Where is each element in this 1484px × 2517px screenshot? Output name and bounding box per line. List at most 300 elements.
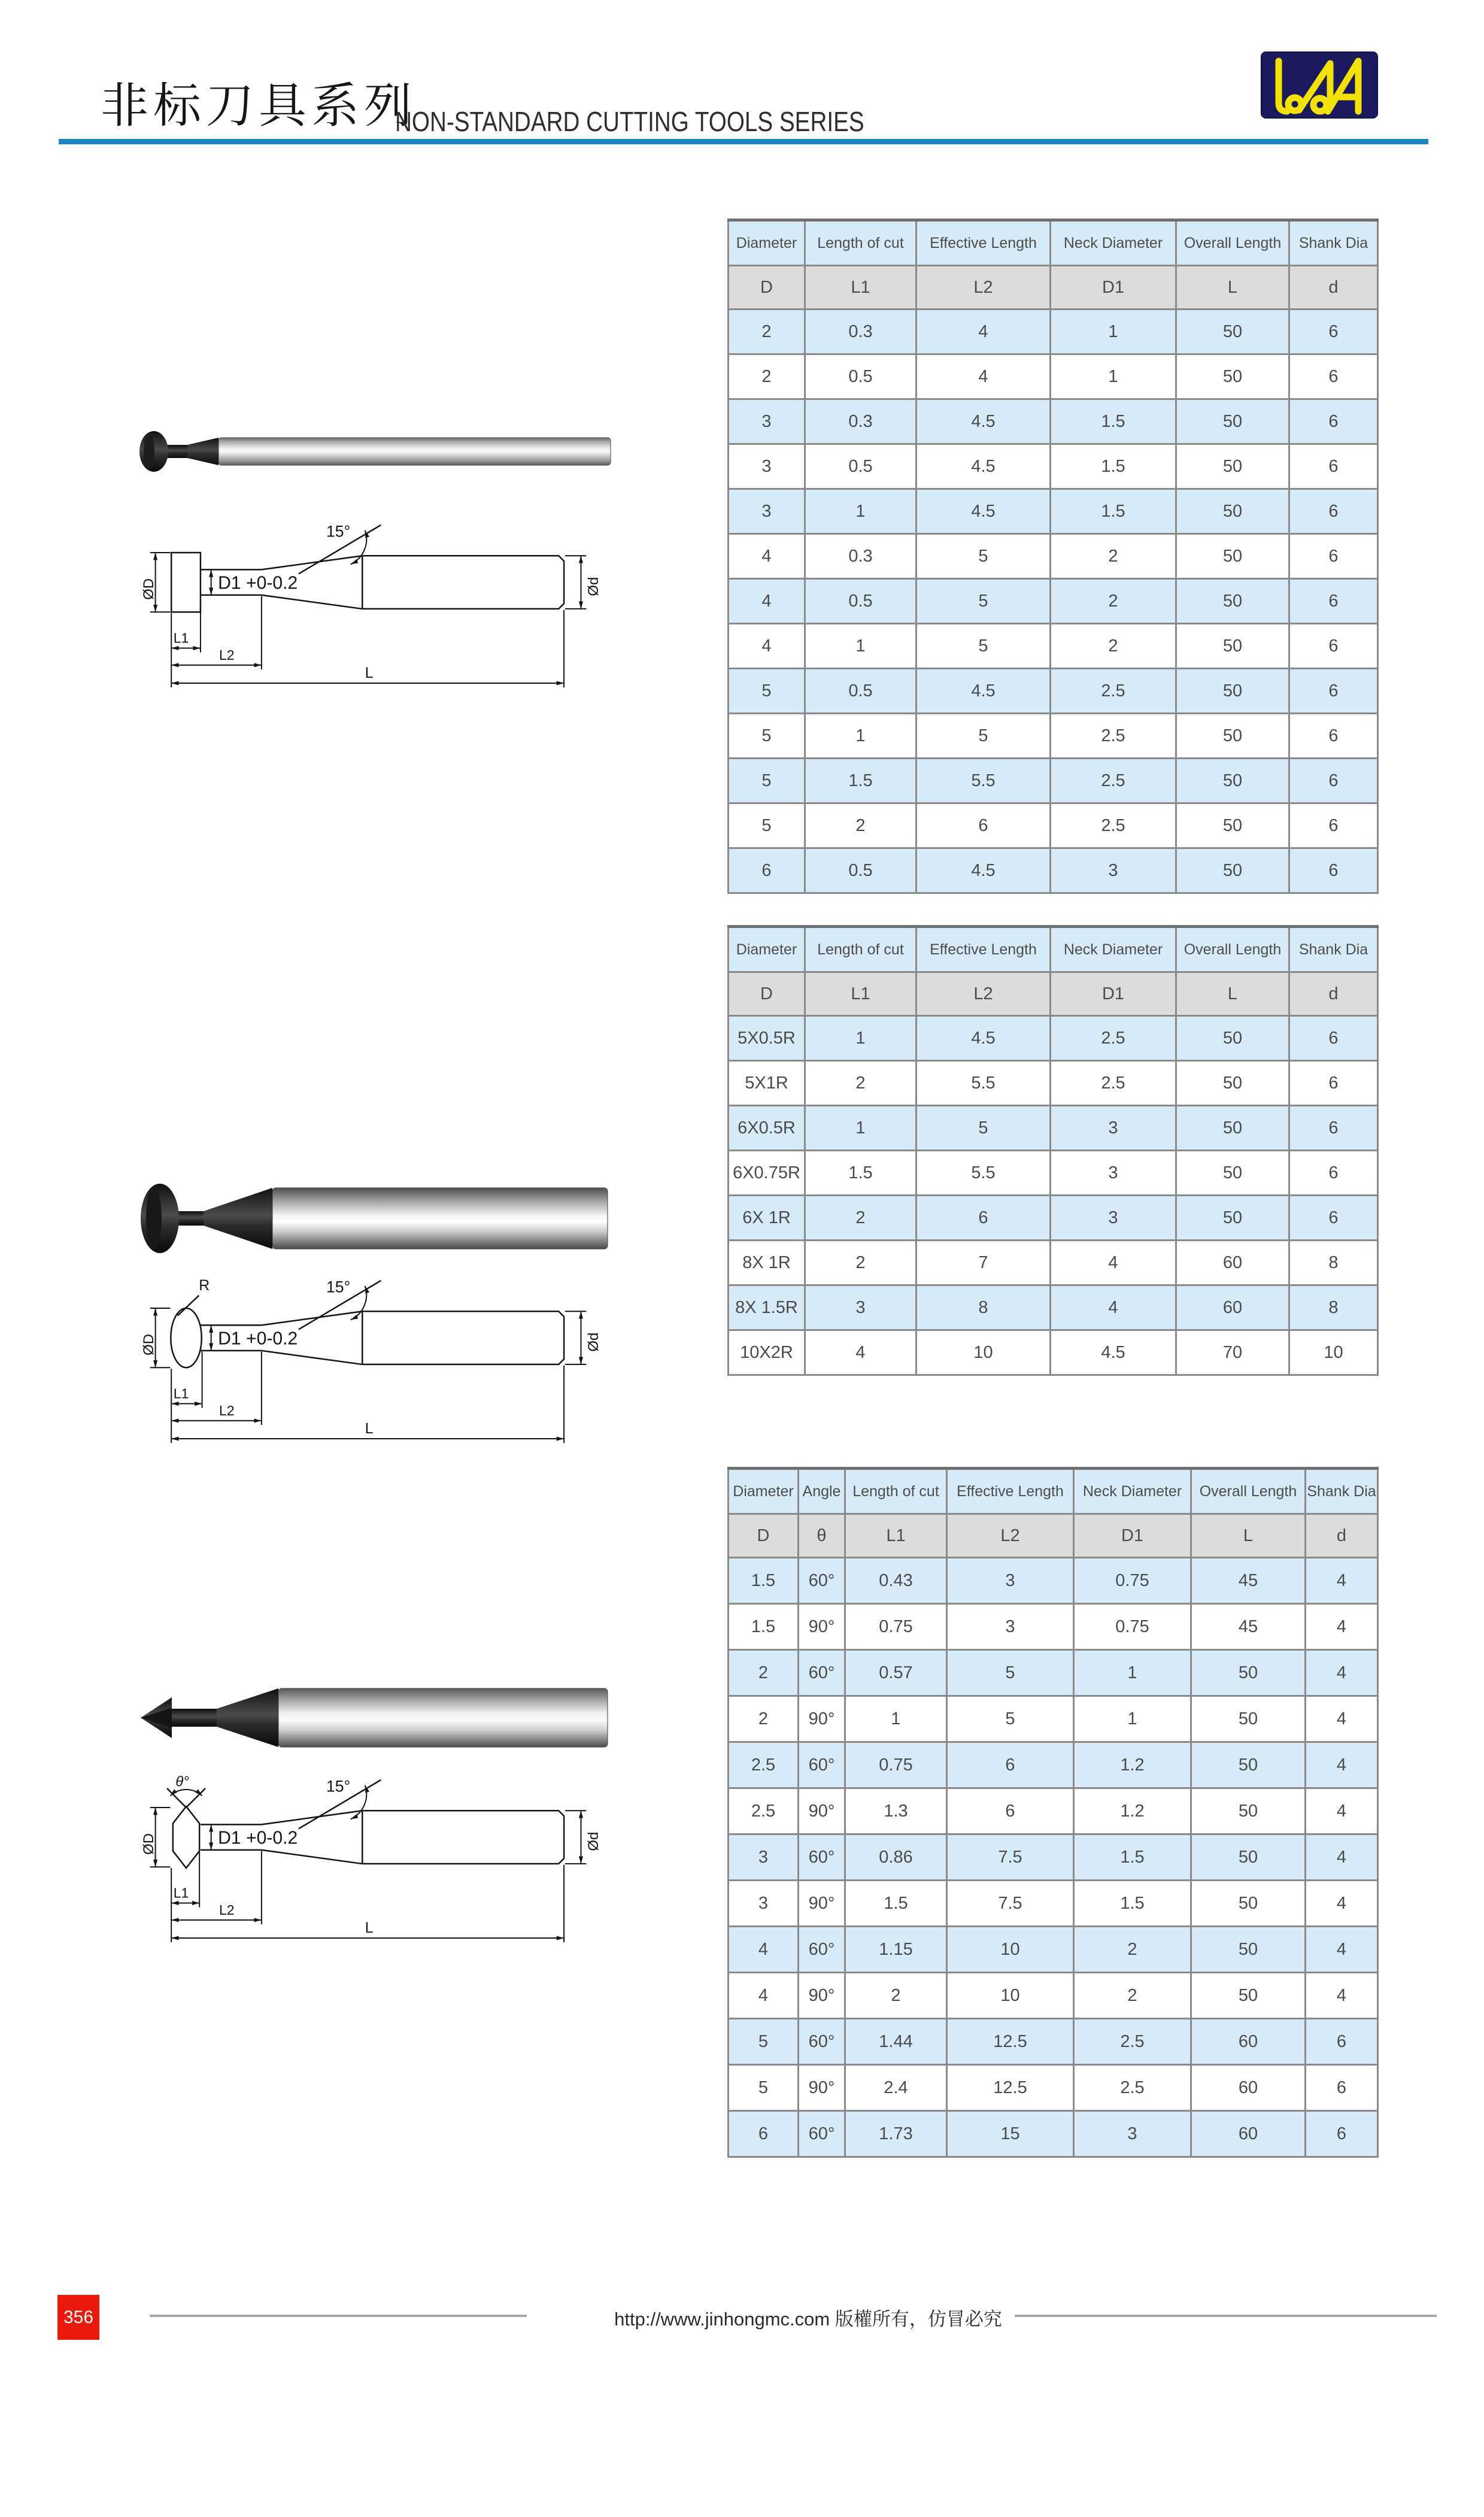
column-header-row	[729, 220, 1378, 266]
data-cell: 6	[1289, 1151, 1378, 1196]
table-row	[729, 2111, 1378, 2157]
dimension-drawing-radius-cutter	[139, 1274, 606, 1449]
data-cell: 0.75	[1074, 1558, 1191, 1604]
header-divider	[59, 139, 1428, 144]
data-cell: 6	[1289, 489, 1378, 534]
data-cell: 2.5	[729, 1788, 799, 1834]
data-cell: 1.5	[1074, 1834, 1191, 1881]
data-cell: 0.75	[1074, 1604, 1191, 1650]
data-cell: 10X2R	[729, 1330, 805, 1375]
shank-diameter-label: Ød	[585, 1831, 602, 1851]
data-cell: 0.5	[805, 354, 917, 399]
data-cell: 2	[729, 1650, 799, 1696]
cut-length-label: L1	[173, 1385, 189, 1402]
data-cell: 5	[917, 534, 1051, 579]
data-cell: 6	[1289, 624, 1378, 669]
data-cell: 3	[729, 489, 805, 534]
data-cell: 6	[947, 1742, 1074, 1788]
page-number-badge	[57, 2295, 99, 2340]
data-cell: 1.5	[845, 1881, 947, 1927]
data-cell: 6	[1289, 1016, 1378, 1061]
data-cell: 4	[1306, 1881, 1378, 1927]
table-row	[729, 1881, 1378, 1927]
data-cell: 5	[947, 1696, 1074, 1742]
symbol-cell: L	[1176, 266, 1289, 310]
data-cell: 50	[1191, 1973, 1306, 2019]
symbol-cell: d	[1306, 1514, 1378, 1558]
symbol-cell: d	[1289, 972, 1378, 1016]
table-row	[729, 534, 1378, 579]
data-cell: 8	[1289, 1241, 1378, 1285]
data-cell: 2.4	[845, 2065, 947, 2111]
symbol-cell: L1	[805, 972, 917, 1016]
data-cell: 90°	[799, 2065, 845, 2111]
data-cell: 0.43	[845, 1558, 947, 1604]
header-cell: Neck Diameter	[1051, 220, 1176, 266]
data-cell: 2	[845, 1973, 947, 2019]
data-cell: 0.5	[805, 444, 917, 489]
data-cell: 0.5	[805, 669, 917, 714]
data-cell: 12.5	[947, 2065, 1074, 2111]
data-cell: 6	[1289, 803, 1378, 848]
data-cell: 5	[729, 2065, 799, 2111]
symbol-cell: D1	[1074, 1514, 1191, 1558]
overall-length-label: L	[365, 1421, 374, 1438]
data-cell: 2.5	[729, 1742, 799, 1788]
data-cell: 2	[729, 354, 805, 399]
data-cell: 90°	[799, 1696, 845, 1742]
page-title-english: NON-STANDARD CUTTING TOOLS SERIES	[395, 106, 864, 137]
data-cell: 60°	[799, 2019, 845, 2065]
header-cell: Shank Dia	[1289, 220, 1378, 266]
data-cell: 45	[1191, 1604, 1306, 1650]
table-row	[729, 489, 1378, 534]
data-cell: 1.5	[1051, 489, 1176, 534]
data-cell: 4	[729, 624, 805, 669]
data-cell: 6	[1289, 534, 1378, 579]
data-cell: 60°	[799, 1650, 845, 1696]
shank-diameter-label: Ød	[585, 577, 602, 596]
symbol-cell: D	[729, 1514, 799, 1558]
footer-divider-left	[150, 2315, 527, 2317]
data-cell: 50	[1176, 354, 1289, 399]
data-cell: 6	[729, 848, 805, 893]
data-cell: 6	[1289, 354, 1378, 399]
data-cell: 2	[1074, 1927, 1191, 1973]
data-cell: 2	[1051, 534, 1176, 579]
symbol-cell: L1	[845, 1514, 947, 1558]
data-cell: 4	[1306, 1650, 1378, 1696]
data-cell: 4	[1051, 1241, 1176, 1285]
data-cell: 1.5	[1051, 399, 1176, 444]
header-cell: Diameter	[729, 220, 805, 266]
symbol-cell: θ	[799, 1514, 845, 1558]
data-cell: 1	[1074, 1696, 1191, 1742]
effective-length-label: L2	[218, 647, 235, 663]
head-diameter-label: ØD	[141, 578, 157, 600]
header-cell: Neck Diameter	[1074, 1469, 1191, 1514]
table-row	[729, 310, 1378, 354]
symbol-row	[729, 972, 1378, 1016]
data-cell: 4	[729, 534, 805, 579]
table-row	[729, 2065, 1378, 2111]
data-cell: 3	[729, 1834, 799, 1881]
data-cell: 10	[947, 1927, 1074, 1973]
data-cell: 60°	[799, 1927, 845, 1973]
data-cell: 5.5	[917, 759, 1051, 803]
data-cell: 50	[1176, 534, 1289, 579]
data-cell: 4	[917, 310, 1051, 354]
data-cell: 3	[729, 444, 805, 489]
data-cell: 2	[805, 1241, 917, 1285]
symbol-cell: L1	[805, 266, 917, 310]
symbol-cell: L2	[917, 972, 1051, 1016]
data-cell: 45	[1191, 1558, 1306, 1604]
data-cell: 2.5	[1051, 759, 1176, 803]
data-cell: 1	[805, 1106, 917, 1151]
data-cell: 50	[1191, 1742, 1306, 1788]
data-cell: 4	[1306, 1973, 1378, 2019]
data-cell: 1	[845, 1696, 947, 1742]
data-cell: 5X1R	[729, 1061, 805, 1106]
dimension-drawing-angle-cutter	[139, 1773, 606, 1949]
data-cell: 5X0.5R	[729, 1016, 805, 1061]
data-cell: 0.57	[845, 1650, 947, 1696]
neck-tolerance-label: D1 +0-0.2	[218, 1329, 298, 1349]
data-cell: 15	[947, 2111, 1074, 2157]
symbol-cell: L	[1176, 972, 1289, 1016]
column-header-row	[729, 1469, 1378, 1514]
data-cell: 2	[729, 1696, 799, 1742]
data-cell: 5	[729, 803, 805, 848]
data-cell: 1.3	[845, 1788, 947, 1834]
data-cell: 2	[1051, 624, 1176, 669]
table-row	[729, 1696, 1378, 1742]
data-cell: 50	[1176, 310, 1289, 354]
table-row	[729, 803, 1378, 848]
data-cell: 60°	[799, 1742, 845, 1788]
data-cell: 6X0.5R	[729, 1106, 805, 1151]
data-cell: 8X 1R	[729, 1241, 805, 1285]
cut-length-label: L1	[173, 630, 189, 646]
data-cell: 5	[917, 624, 1051, 669]
symbol-cell: L	[1191, 1514, 1306, 1558]
angle-cutter-specs	[727, 1467, 1379, 2158]
data-cell: 60	[1191, 2065, 1306, 2111]
data-cell: 1	[805, 1016, 917, 1061]
table-row	[729, 2019, 1378, 2065]
footer-divider-right	[1015, 2315, 1437, 2317]
data-cell: 90°	[799, 1973, 845, 2019]
symbol-cell: D	[729, 266, 805, 310]
page-title-chinese: 非标刀具系列	[101, 80, 417, 133]
table-row	[729, 354, 1378, 399]
data-cell: 50	[1176, 803, 1289, 848]
data-cell: 2.5	[1074, 2019, 1191, 2065]
data-cell: 5	[917, 1106, 1051, 1151]
data-cell: 3	[1051, 1106, 1176, 1151]
data-cell: 1.5	[729, 1604, 799, 1650]
data-cell: 6	[1289, 848, 1378, 893]
data-cell: 5	[729, 759, 805, 803]
spec-table-angle	[727, 1467, 1379, 2158]
header-cell: Shank Dia	[1289, 927, 1378, 972]
data-cell: 6	[1289, 1106, 1378, 1151]
data-cell: 3	[947, 1558, 1074, 1604]
data-cell: 4.5	[917, 1016, 1051, 1061]
data-cell: 4	[1306, 1696, 1378, 1742]
shank-diameter-label: Ød	[585, 1332, 602, 1352]
data-cell: 60	[1191, 2019, 1306, 2065]
data-cell: 50	[1191, 1927, 1306, 1973]
table-row	[729, 714, 1378, 759]
spec-table-radius	[727, 925, 1379, 1376]
data-cell: 1	[805, 714, 917, 759]
data-cell: 1.5	[1051, 444, 1176, 489]
data-cell: 60°	[799, 2111, 845, 2157]
data-cell: 1.5	[805, 1151, 917, 1196]
spec-table-t-slot	[727, 219, 1379, 894]
data-cell: 50	[1176, 1196, 1289, 1241]
symbol-cell: D	[729, 972, 805, 1016]
data-cell: 0.86	[845, 1834, 947, 1881]
data-cell: 60	[1176, 1241, 1289, 1285]
data-cell: 50	[1176, 579, 1289, 624]
data-cell: 6	[1289, 444, 1378, 489]
data-cell: 50	[1176, 1061, 1289, 1106]
data-cell: 50	[1176, 848, 1289, 893]
table-row	[729, 1330, 1378, 1375]
header-cell: Neck Diameter	[1051, 927, 1176, 972]
data-cell: 6	[1289, 399, 1378, 444]
data-cell: 0.3	[805, 399, 917, 444]
data-cell: 4.5	[917, 399, 1051, 444]
data-cell: 50	[1176, 714, 1289, 759]
header-cell: Shank Dia	[1306, 1469, 1378, 1514]
table-row	[729, 669, 1378, 714]
data-cell: 0.3	[805, 534, 917, 579]
data-cell: 50	[1176, 1106, 1289, 1151]
data-cell: 50	[1176, 759, 1289, 803]
data-cell: 50	[1176, 1016, 1289, 1061]
table-row	[729, 1558, 1378, 1604]
data-cell: 50	[1176, 1151, 1289, 1196]
data-cell: 5	[917, 714, 1051, 759]
data-cell: 1.15	[845, 1927, 947, 1973]
data-cell: 0.5	[805, 579, 917, 624]
data-cell: 60	[1191, 2111, 1306, 2157]
data-cell: 90°	[799, 1788, 845, 1834]
data-cell: 50	[1176, 669, 1289, 714]
data-cell: 60°	[799, 1558, 845, 1604]
table-row	[729, 1604, 1378, 1650]
symbol-cell: L2	[917, 266, 1051, 310]
data-cell: 3	[729, 1881, 799, 1927]
data-cell: 1	[805, 489, 917, 534]
data-cell: 50	[1191, 1650, 1306, 1696]
table-row	[729, 1834, 1378, 1881]
data-cell: 6	[917, 1196, 1051, 1241]
data-cell: 0.5	[805, 848, 917, 893]
data-cell: 4	[805, 1330, 917, 1375]
taper-angle-label: 15°	[326, 1777, 351, 1796]
table-row	[729, 1241, 1378, 1285]
dimension-drawing-t-slot-cutter	[139, 518, 606, 694]
data-cell: 6	[1289, 714, 1378, 759]
data-cell: 10	[917, 1330, 1051, 1375]
data-cell: 90°	[799, 1604, 845, 1650]
data-cell: 4.5	[917, 489, 1051, 534]
data-cell: 3	[1051, 1196, 1176, 1241]
data-cell: 4	[729, 579, 805, 624]
data-cell: 4	[729, 1973, 799, 2019]
brand-logo	[1261, 51, 1378, 119]
symbol-row	[729, 1514, 1378, 1558]
data-cell: 1.2	[1074, 1788, 1191, 1834]
corner-radius-label: R	[199, 1277, 210, 1294]
data-cell: 0.75	[845, 1742, 947, 1788]
data-cell: 5	[729, 714, 805, 759]
data-cell: 4.5	[1051, 1330, 1176, 1375]
neck-tolerance-label: D1 +0-0.2	[218, 1828, 298, 1848]
data-cell: 5	[729, 2019, 799, 2065]
table-row	[729, 1788, 1378, 1834]
symbol-cell: D1	[1051, 266, 1176, 310]
data-cell: 2	[1074, 1973, 1191, 2019]
table-row	[729, 1016, 1378, 1061]
data-cell: 50	[1191, 1881, 1306, 1927]
data-cell: 6	[1289, 759, 1378, 803]
data-cell: 6	[1289, 579, 1378, 624]
data-cell: 3	[729, 399, 805, 444]
data-cell: 4	[917, 354, 1051, 399]
data-cell: 1	[1051, 354, 1176, 399]
neck-tolerance-label: D1 +0-0.2	[218, 573, 298, 593]
data-cell: 4	[1306, 1927, 1378, 1973]
data-cell: 1.5	[805, 759, 917, 803]
symbol-row	[729, 266, 1378, 310]
symbol-cell: D1	[1051, 972, 1176, 1016]
data-cell: 5.5	[917, 1061, 1051, 1106]
data-cell: 0.3	[805, 310, 917, 354]
table-row	[729, 399, 1378, 444]
page-number: 356	[63, 2307, 94, 2327]
tool-photo-angle-cutter	[129, 1682, 617, 1753]
header-cell: Length of cut	[805, 927, 917, 972]
data-cell: 8	[1289, 1285, 1378, 1330]
data-cell: 5.5	[917, 1151, 1051, 1196]
data-cell: 8X 1.5R	[729, 1285, 805, 1330]
data-cell: 3	[1074, 2111, 1191, 2157]
data-cell: 5	[947, 1650, 1074, 1696]
overall-length-label: L	[365, 665, 374, 682]
data-cell: 8	[917, 1285, 1051, 1330]
table-row	[729, 1106, 1378, 1151]
data-cell: 2.5	[1051, 1061, 1176, 1106]
data-cell: 4	[1306, 1604, 1378, 1650]
data-cell: 1	[1074, 1650, 1191, 1696]
data-cell: 50	[1176, 489, 1289, 534]
column-header-row	[729, 927, 1378, 972]
data-cell: 60°	[799, 1834, 845, 1881]
taper-angle-label: 15°	[326, 522, 351, 541]
header-cell: Length of cut	[805, 220, 917, 266]
data-cell: 7.5	[947, 1834, 1074, 1881]
data-cell: 12.5	[947, 2019, 1074, 2065]
data-cell: 2.5	[1074, 2065, 1191, 2111]
table-row	[729, 1973, 1378, 2019]
data-cell: 2	[729, 310, 805, 354]
data-cell: 70	[1176, 1330, 1289, 1375]
head-diameter-label: ØD	[141, 1333, 157, 1355]
table-row	[729, 1650, 1378, 1696]
data-cell: 7.5	[947, 1881, 1074, 1927]
symbol-cell: L2	[947, 1514, 1074, 1558]
cut-length-label: L1	[173, 1885, 189, 1901]
data-cell: 4.5	[917, 669, 1051, 714]
data-cell: 90°	[799, 1881, 845, 1927]
data-cell: 4	[1306, 1558, 1378, 1604]
radius-t-slot-cutter-specs	[727, 925, 1379, 1376]
table-row	[729, 759, 1378, 803]
overall-length-label: L	[365, 1920, 374, 1937]
data-cell: 6	[1289, 669, 1378, 714]
data-cell: 10	[1289, 1330, 1378, 1375]
table-row	[729, 848, 1378, 893]
data-cell: 6	[947, 1788, 1074, 1834]
data-cell: 4	[729, 1927, 799, 1973]
data-cell: 2.5	[1051, 714, 1176, 759]
footer-copyright: http://www.jinhongmc.com 版權所有，仿冒必究	[614, 2309, 1002, 2330]
data-cell: 1.5	[729, 1558, 799, 1604]
brand-logo-mark-icon	[1261, 51, 1378, 119]
tool-photo-t-slot-cutter	[129, 415, 617, 488]
data-cell: 6	[1289, 1196, 1378, 1241]
header-cell: Effective Length	[947, 1469, 1074, 1514]
header-cell: Effective Length	[917, 927, 1051, 972]
tool-photo-radius-cutter	[129, 1178, 617, 1259]
header-cell: Effective Length	[917, 220, 1051, 266]
tip-angle-label: θ°	[175, 1773, 189, 1790]
data-cell: 6	[1306, 2019, 1378, 2065]
taper-angle-label: 15°	[326, 1278, 351, 1296]
data-cell: 50	[1176, 399, 1289, 444]
data-cell: 1.2	[1074, 1742, 1191, 1788]
header-cell: Overall Length	[1191, 1469, 1306, 1514]
header-cell: Length of cut	[845, 1469, 947, 1514]
data-cell: 6X0.75R	[729, 1151, 805, 1196]
data-cell: 2	[1051, 579, 1176, 624]
data-cell: 6	[1306, 2111, 1378, 2157]
data-cell: 6	[1289, 1061, 1378, 1106]
header-cell: Overall Length	[1176, 927, 1289, 972]
table-row	[729, 1151, 1378, 1196]
t-slot-cutter-specs	[727, 219, 1379, 894]
data-cell: 3	[947, 1604, 1074, 1650]
data-cell: 7	[917, 1241, 1051, 1285]
table-row	[729, 1927, 1378, 1973]
data-cell: 2	[805, 803, 917, 848]
header-cell: Diameter	[729, 1469, 799, 1514]
data-cell: 4.5	[917, 444, 1051, 489]
header-cell: Angle	[799, 1469, 845, 1514]
table-row	[729, 1196, 1378, 1241]
head-diameter-label: ØD	[141, 1833, 157, 1855]
data-cell: 5	[917, 579, 1051, 624]
data-cell: 1	[805, 624, 917, 669]
data-cell: 2	[805, 1196, 917, 1241]
symbol-cell: d	[1289, 266, 1378, 310]
